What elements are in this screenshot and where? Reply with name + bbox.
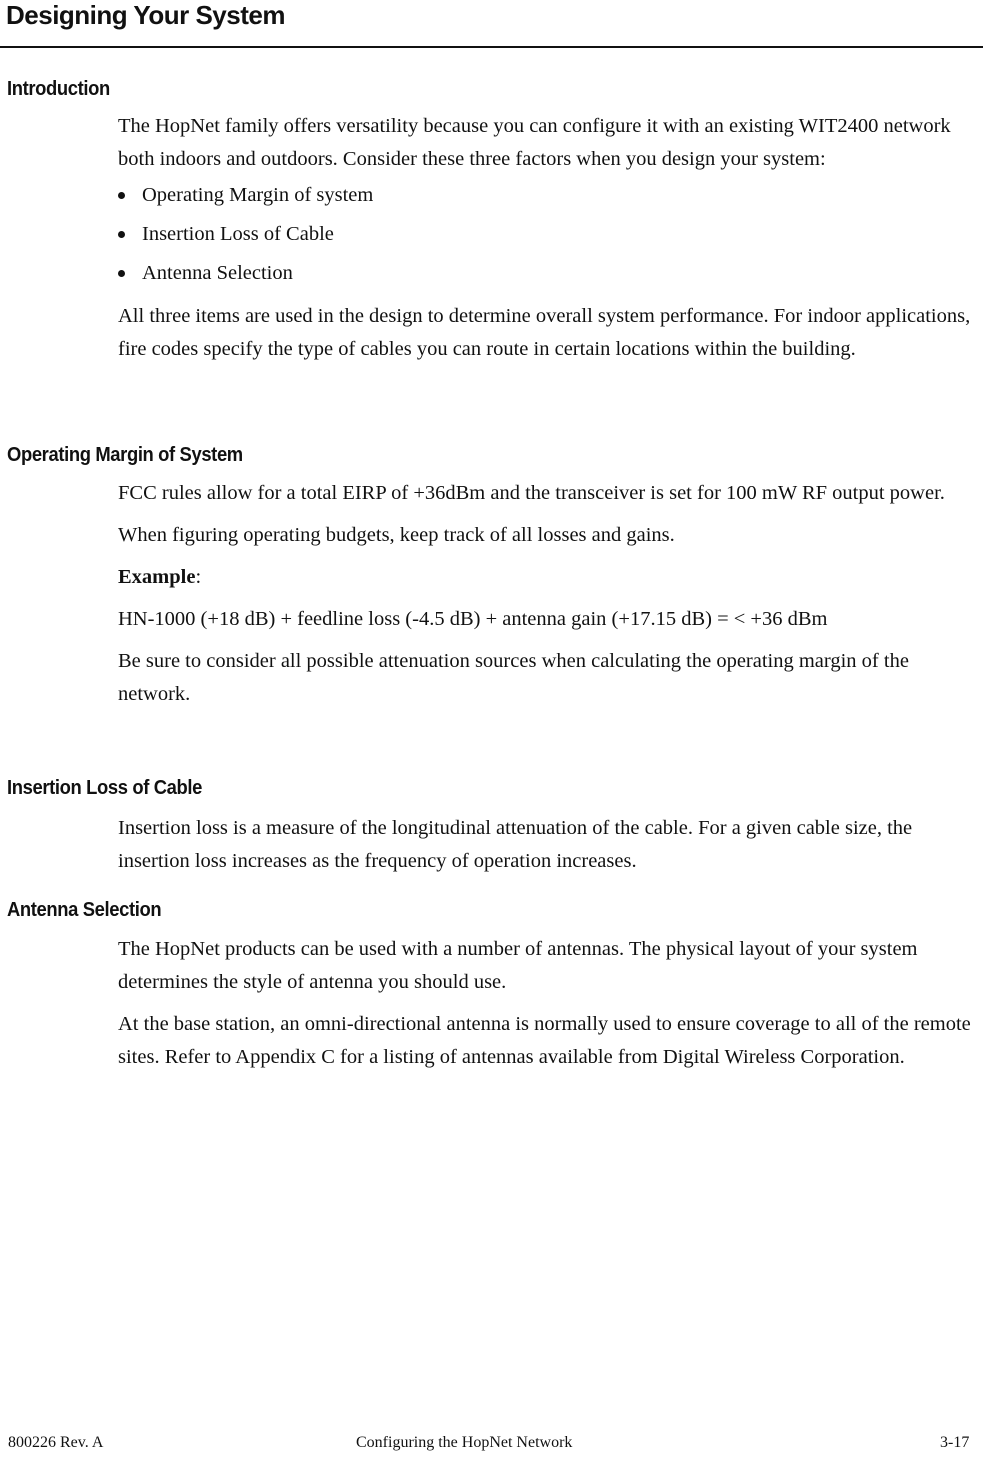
example-colon: : <box>195 566 202 588</box>
bullet-icon <box>118 231 125 238</box>
antenna-selection-body <box>118 933 978 1074</box>
title-rule <box>0 46 983 48</box>
footer-document-number: 800226 Rev. A <box>8 1434 104 1451</box>
introduction-paragraph-2: All three items are used in the design to determine overall system performance. For indoor applications, fire codes specify the type of cables you can route in certain locations within the building. <box>118 305 971 360</box>
factors-list <box>118 176 978 293</box>
introduction-paragraph-1: The HopNet family offers versatility because you can configure it with an existing WIT2400 network both indoors and outdoors. Consider these three factors when you design your system: <box>118 115 951 170</box>
footer-page-number: 3-17 <box>940 1434 970 1451</box>
list-item <box>118 254 978 293</box>
example-formula: HN-1000 (+18 dB) + feedline loss (-4.5 dB) + antenna gain (+17.15 dB) = < +36 dBm <box>118 608 828 630</box>
footer-chapter-title: Configuring the HopNet Network <box>356 1434 573 1451</box>
heading-introduction: Introduction <box>7 78 110 100</box>
heading-operating-margin: Operating Margin of System <box>7 444 243 466</box>
page-title: Designing Your System <box>6 0 285 30</box>
introduction-body <box>118 110 978 366</box>
operating-margin-body <box>118 477 978 711</box>
antenna-selection-paragraph-1: The HopNet products can be used with a number of antennas. The physical layout of your system determines the style of antenna you should use. <box>118 938 918 993</box>
list-item-text: Antenna Selection <box>142 262 293 284</box>
operating-margin-paragraph-1: FCC rules allow for a total EIRP of +36dBm and the transceiver is set for 100 mW RF output power. <box>118 482 945 504</box>
bullet-icon <box>118 192 125 199</box>
heading-insertion-loss: Insertion Loss of Cable <box>7 777 202 799</box>
bullet-icon <box>118 270 125 277</box>
list-item-text: Insertion Loss of Cable <box>142 223 334 245</box>
operating-margin-paragraph-3: Be sure to consider all possible attenuation sources when calculating the operating margin of the network. <box>118 650 909 705</box>
example-label: Example <box>118 566 196 588</box>
insertion-loss-paragraph-1: Insertion loss is a measure of the longitudinal attenuation of the cable. For a given cable size, the insertion loss increases as the frequency of operation increases. <box>118 817 913 872</box>
list-item <box>118 215 978 254</box>
list-item-text: Operating Margin of system <box>142 184 374 206</box>
list-item <box>118 176 978 215</box>
antenna-selection-paragraph-2: At the base station, an omni-directional antenna is normally used to ensure coverage to all of the remote sites. Refer to Appendix C for a listing of antennas available from Digital Wireless Corporation. <box>118 1013 971 1068</box>
insertion-loss-body <box>118 812 978 878</box>
heading-antenna-selection: Antenna Selection <box>7 899 162 921</box>
example-line <box>118 561 978 594</box>
operating-margin-paragraph-2: When figuring operating budgets, keep track of all losses and gains. <box>118 524 675 546</box>
